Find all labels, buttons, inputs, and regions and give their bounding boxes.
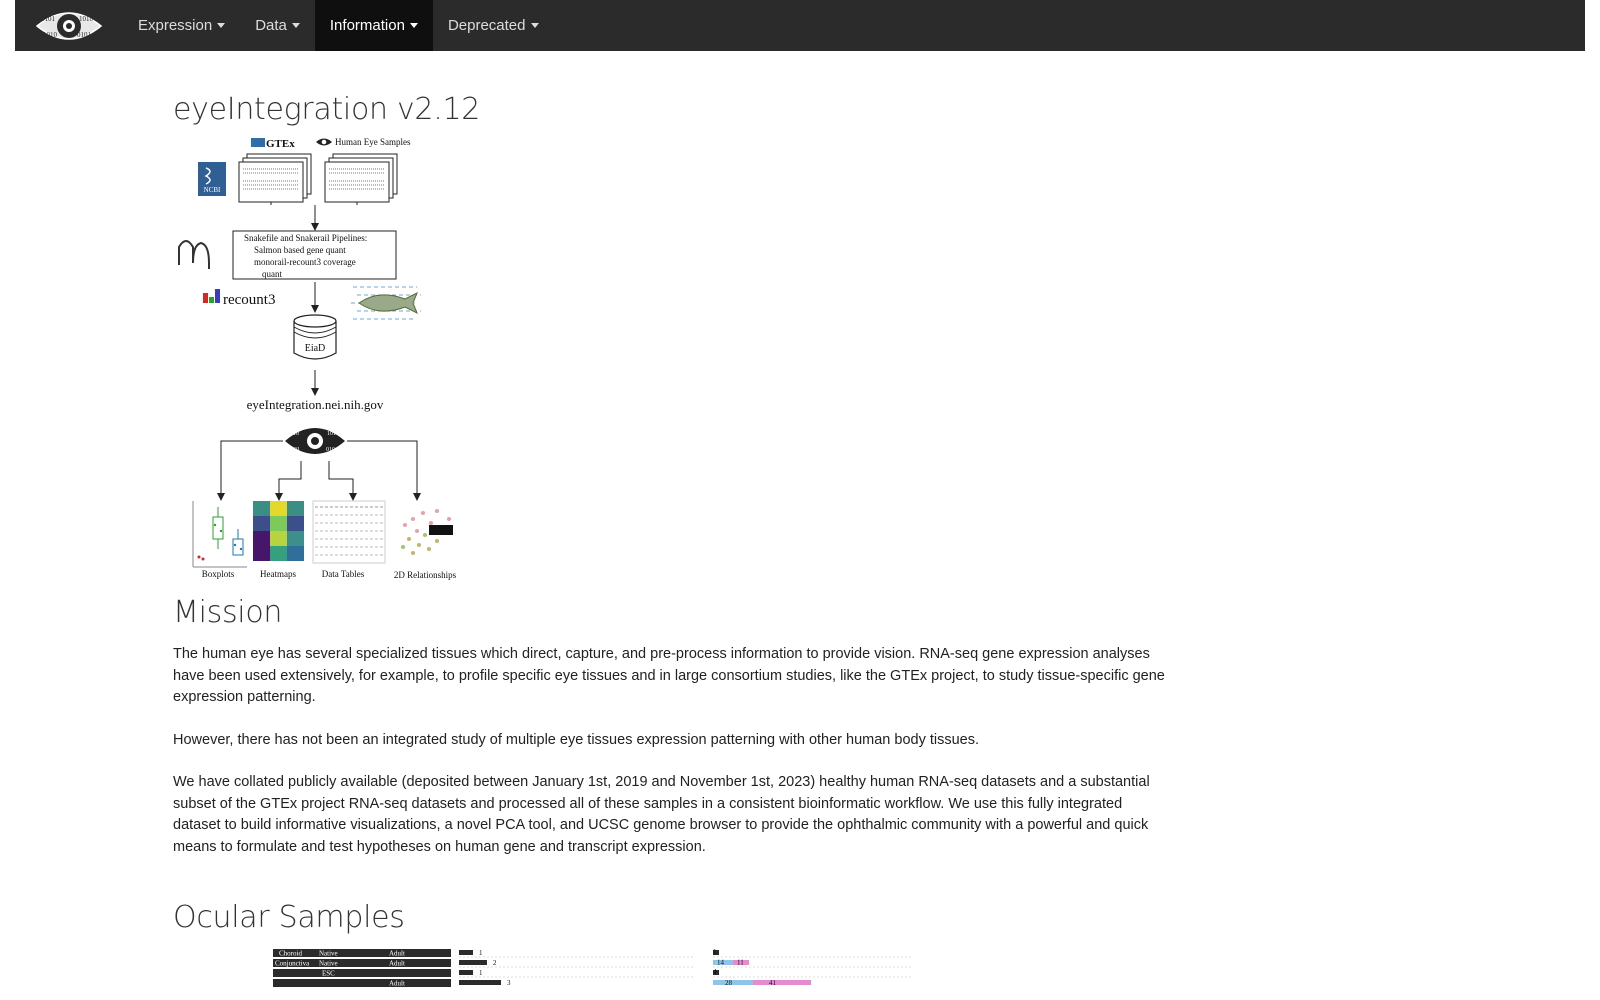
count-label-0: 1 (479, 949, 483, 957)
recount3-label: recount3 (223, 292, 276, 308)
site-label: eyeIntegration.nei.nih.gov (246, 397, 384, 412)
ocular-samples-chart (273, 947, 913, 987)
right-label-5: 41 (769, 979, 776, 987)
chevron-down-icon (531, 23, 539, 28)
mission-paragraph-1: The human eye has several specialized tissues which direct, capture, and pre-process information to provide vision. RNA-seq gene expression analyses have been used extensively, for example, to profile specific eye tissues and in large consortium studies, like the GTEx project, to study tissue-specific gene expression patterning. (173, 646, 1165, 705)
mission-heading: Mission (173, 595, 283, 630)
right-label-2: 11 (737, 958, 744, 967)
output-label-data-tables: Data Tables (321, 569, 365, 579)
nav-expression-dropdown[interactable] (123, 0, 240, 51)
count-bar (459, 980, 501, 985)
nav-information-label: Information (329, 17, 405, 34)
output-label-heatmaps: Heatmaps (260, 569, 296, 579)
chevron-down-icon (292, 23, 300, 28)
gtex-label: GTEx (266, 138, 295, 150)
pipeline-line-4: quant (262, 269, 282, 279)
svg-text:1010: 1010 (43, 30, 57, 39)
right-label-0: 1 (713, 948, 717, 956)
count-bar (459, 970, 473, 975)
gtex-logo (251, 138, 295, 150)
data-table-thumbnail (313, 501, 385, 563)
ocular-samples-heading: Ocular Samples (173, 900, 405, 935)
row-tissue-1: Conjunctiva (275, 959, 310, 968)
svg-text:1010: 1010 (79, 14, 93, 23)
page-title: eyeIntegration v2.12 (173, 92, 481, 127)
eye-logo-icon (35, 5, 103, 47)
svg-text:010: 010 (290, 431, 299, 437)
right-label-1: 14 (717, 958, 724, 967)
mission-paragraph-3: We have collated publicly available (deposited between January 1st, 2019 and November 1st, 2023) healthy human RNA-seq datasets and a substantial subset of the GTEx project RNA-seq datasets and processed all of these samples in a consistent bioinformatic workflow. We use this fully integrated dataset to build informative visualizations, a novel PCA tool, and UCSC genome browser to provide the ophthalmic community with a powerful and quick means to formulate and test hypotheses on human gene and transcript expression. (173, 774, 1150, 855)
nav-data-label: Data (255, 17, 287, 34)
nav-expression-label: Expression (138, 17, 213, 34)
main-content (173, 60, 1173, 987)
svg-text:101: 101 (327, 431, 336, 437)
nav-deprecated-label: Deprecated (447, 17, 526, 34)
count-bar (459, 960, 487, 965)
pipeline-line-2: Salmon based gene quant (254, 245, 346, 255)
nav-deprecated-dropdown[interactable] (433, 0, 554, 51)
count-bar (459, 950, 473, 955)
pipeline-line-3: monorail-recount3 coverage (254, 257, 356, 267)
row-age-3: Adult (389, 979, 405, 987)
right-label-4: 28 (725, 979, 732, 987)
count-label-1: 2 (493, 959, 497, 967)
eye-logo[interactable] (15, 0, 123, 51)
count-label-2: 1 (479, 969, 483, 977)
eye-icon (285, 428, 345, 454)
nav-data-dropdown[interactable] (240, 0, 315, 51)
row-origin-1: Native (319, 959, 338, 968)
eye-samples-label: Human Eye Samples (335, 137, 411, 147)
row-age-1: Adult (389, 959, 405, 968)
boxplot-thumbnail (193, 501, 247, 567)
output-label-boxplots: Boxplots (201, 569, 235, 579)
output-label-2d-relationships: 2D Relationships (393, 570, 457, 580)
row-origin-2: ESC (322, 969, 335, 978)
snakemake-icon (179, 241, 209, 269)
pipeline-line-1: Snakefile and Snakerail Pipelines: (244, 233, 368, 243)
row-tissue-0: Choroid (279, 949, 302, 958)
svg-text:0101: 0101 (41, 14, 55, 23)
chevron-down-icon (217, 23, 225, 28)
chevron-down-icon (410, 23, 418, 28)
count-label-3: 3 (507, 979, 511, 987)
svg-text:010: 010 (326, 447, 335, 453)
right-label-3: 4 (713, 968, 717, 976)
database-label: EiaD (304, 343, 326, 354)
svg-text:0101: 0101 (77, 30, 91, 39)
scatter-thumbnail (401, 509, 453, 555)
workflow-diagram (173, 135, 473, 585)
gtex-documents (239, 154, 311, 202)
salmon-fish-icon (351, 287, 421, 319)
mission-paragraph-2: However, there has not been an integrated study of multiple eye tissues expression patterning with other human body tissues. (173, 731, 980, 748)
ncbi-logo (198, 162, 226, 196)
nav-information-dropdown[interactable] (315, 0, 433, 51)
ncbi-label: NCBI (203, 186, 221, 194)
recount3-logo (203, 289, 275, 308)
row-origin-0: Native (319, 949, 338, 958)
heatmap-thumbnail (253, 501, 304, 561)
eye-documents (325, 154, 397, 202)
row-age-0: Adult (389, 949, 405, 958)
top-navbar (15, 0, 1585, 51)
eye-icon (316, 139, 332, 146)
svg-text:101: 101 (291, 447, 300, 453)
